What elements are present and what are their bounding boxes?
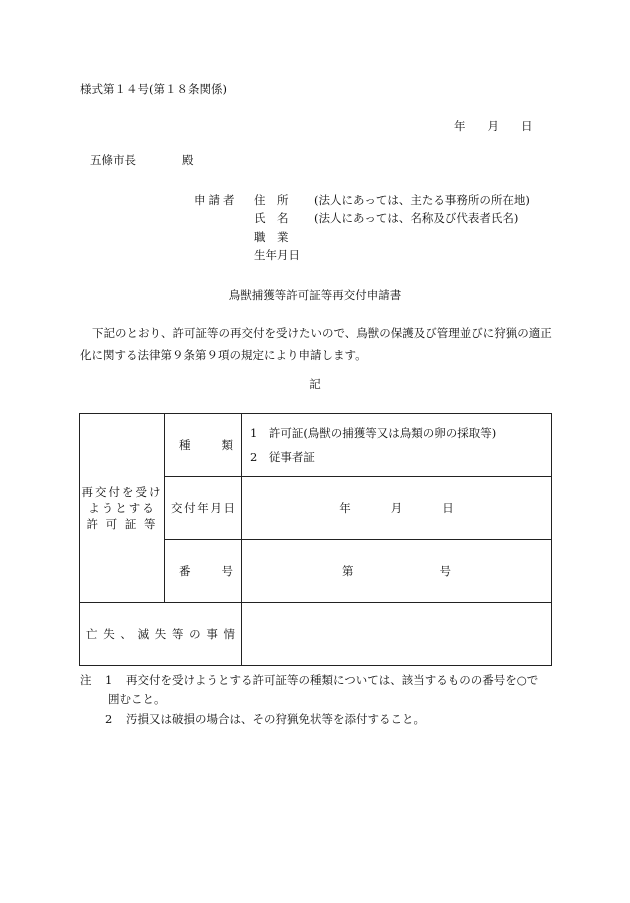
- ki-heading: 記: [309, 377, 321, 391]
- field-address-note: (法人にあっては、主たる事務所の所在地): [314, 193, 530, 207]
- note-2-text: 汚損又は破損の場合は、その狩猟免状等を添付すること。: [126, 712, 425, 726]
- date-line: [454, 119, 533, 133]
- number-label: 番 号: [165, 540, 242, 603]
- field-birthdate-label: 生年月日: [254, 248, 300, 262]
- loss-reason-value: [242, 603, 552, 666]
- note-1-number: 1: [105, 673, 113, 687]
- note-1-continuation: 囲むこと。: [108, 692, 166, 706]
- date-year: 年: [454, 119, 466, 133]
- kind-option-1: 1 許可証(鳥獣の捕獲等又は鳥類の卵の採取等): [250, 426, 497, 440]
- kind-options: [242, 414, 552, 477]
- addressee: [90, 153, 194, 167]
- kind-option-2: 2 従事者証: [250, 450, 315, 464]
- issue-date-value: 年 月 日: [242, 477, 552, 540]
- issue-date-label: 交 付 年 月 日: [165, 477, 242, 540]
- note-2-number: 2: [105, 712, 113, 726]
- addressee-honorific: 殿: [182, 153, 194, 167]
- field-name-note: (法人にあっては、名称及び代表者氏名): [314, 211, 519, 225]
- field-occupation-label: 職 業: [254, 230, 289, 244]
- permit-header: 再交付を受け ようとする 許 可 証 等: [80, 414, 165, 603]
- field-address-label: 住 所: [254, 193, 289, 207]
- loss-label: 亡 失 、 滅 失 等 の 事 情: [80, 603, 242, 666]
- detail-table: [79, 413, 552, 666]
- kind-label: 種 類: [165, 414, 242, 477]
- number-value: 第 号: [242, 540, 552, 603]
- date-month: 月: [487, 119, 499, 133]
- document-title: 鳥獣捕獲等許可証等再交付申請書: [228, 288, 402, 302]
- addressee-name: 五條市長: [90, 153, 136, 167]
- form-number: 様式第１４号(第１８条関係): [80, 82, 227, 96]
- note-1-text: 再交付を受けようとする許可証等の種類については、該当するものの番号を○で: [126, 673, 539, 687]
- applicant-label: 申請者: [194, 193, 238, 207]
- body-text: 下記のとおり、許可証等の再交付を受けたいので、鳥獣の保護及び管理並びに狩猟の適正化に関する法律第９条第９項の規定により申請します。: [80, 326, 552, 362]
- field-name-label: 氏 名: [254, 211, 289, 225]
- notes-prefix: 注: [80, 673, 92, 687]
- date-day: 日: [521, 119, 533, 133]
